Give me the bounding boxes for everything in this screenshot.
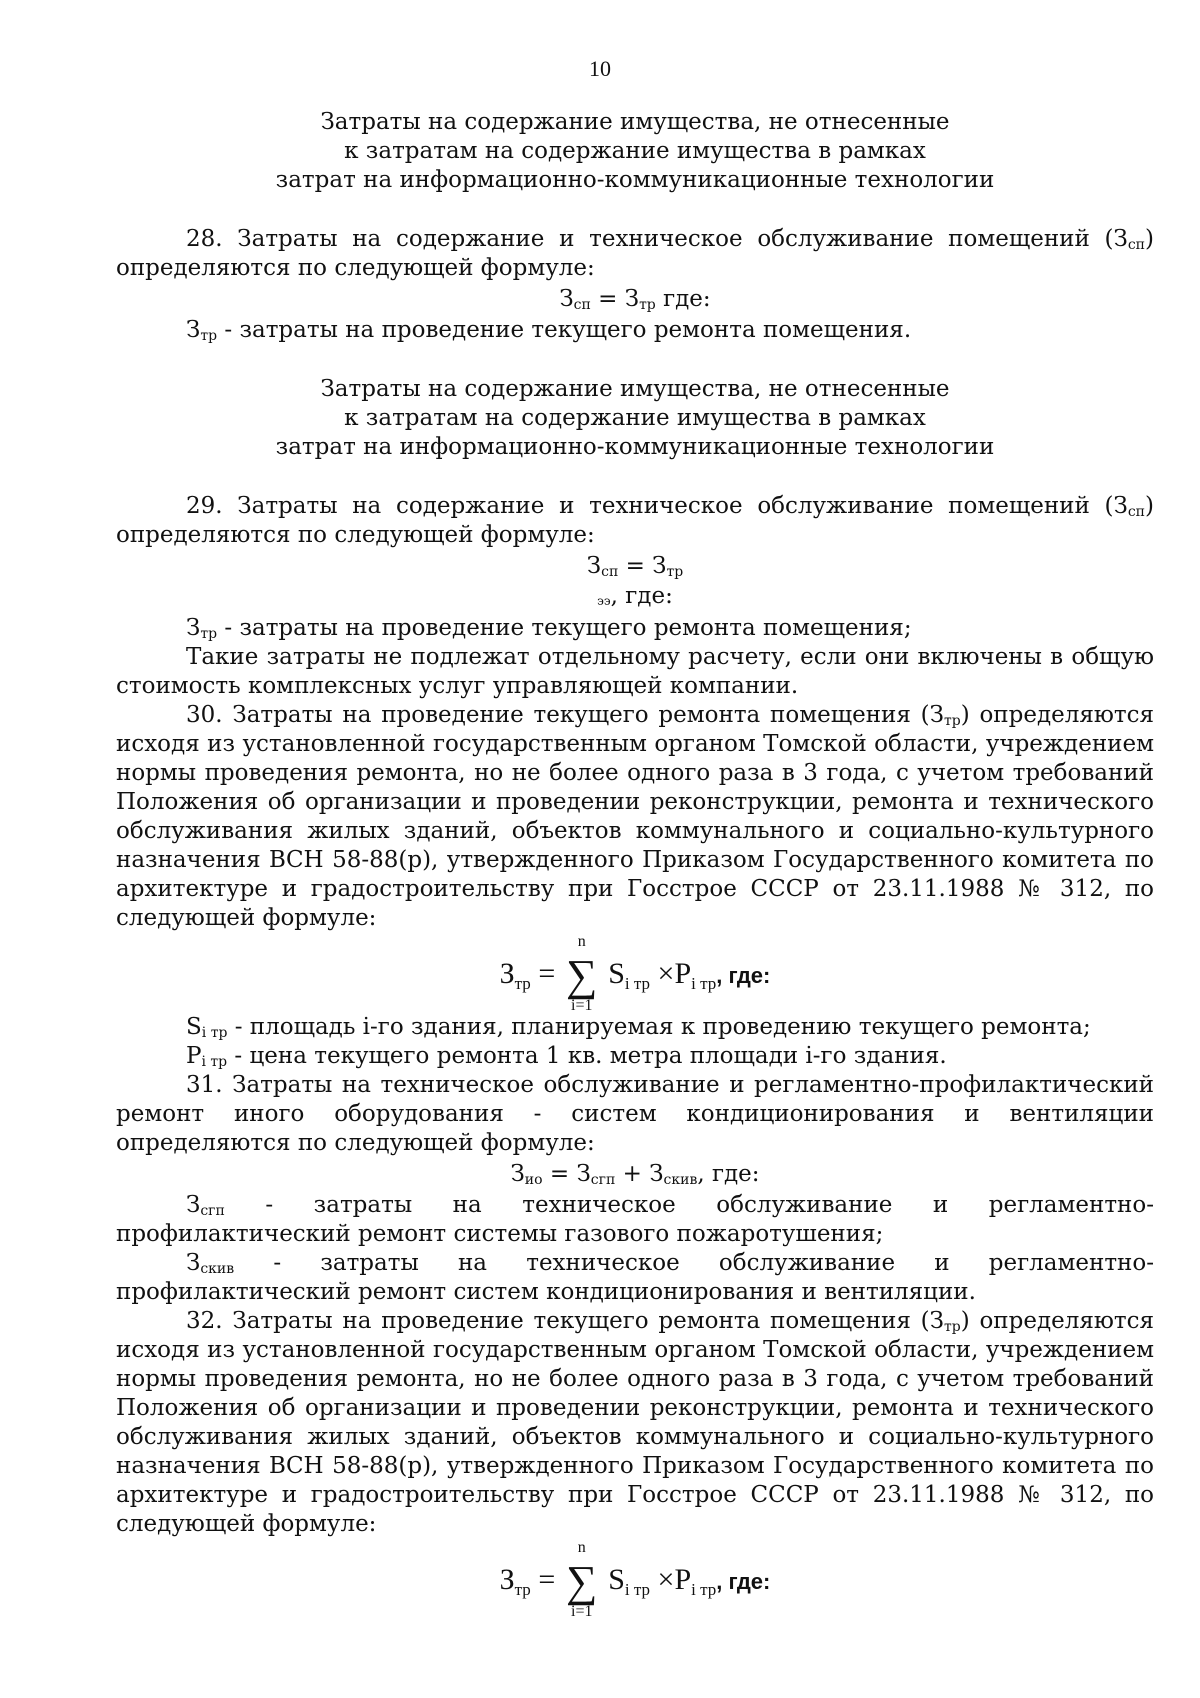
formula-31: $З_{ио} = З_{сгп} + З_{скив}$, где: — [510, 1161, 760, 1188]
formula-28: $З_{сп} = З_{тр}$ где: — [559, 286, 711, 313]
definition-s: $S_{i тр}$ - площадь i-го здания, планируемая к проведению текущего ремонта; — [186, 1014, 1091, 1041]
definition-31a: $З_{сгп}$ - затраты на техническое обслуживание и регламентно-профилактический ремонт системы газового пожаротушения; — [116, 1192, 1154, 1247]
definition-28: $З_{тр}$ - затраты на проведение текущего ремонта помещения. — [186, 317, 912, 344]
heading-line: к затратам на содержание имущества в рамках — [344, 138, 926, 164]
paragraph-30: 30. Затраты на проведение текущего ремонта помещения $(З_{тр})$ определяются исходя из установленной государственным органом Томской области, учреждением нормы проведения ремонта, но не более одного раза в 3 года, с учетом требований Положения об организации и проведении реконструкции, ремонта и технического обслуживания жилых зданий, объектов коммунального и социально-культурного назначения ВСН 58-88(р), утвержденного Приказом Государственного комитета по архитектуре и градостроительству при Госстрое СССР от 23.11.1988 № 312, по следующей формуле: — [116, 702, 1155, 931]
note-29: Такие затраты не подлежат отдельному расчету, если они включены в общую стоимость комплексных услуг управляющей компании. — [116, 644, 1154, 699]
formula-29: $З_{сп} = З_{тр}$ — [586, 553, 684, 580]
heading-line: Затраты на содержание имущества, не отнесенные — [320, 376, 950, 402]
section-heading-2 — [116, 375, 1154, 462]
sum-formula-30: $З_{тр}$ = n ∑ i=1 $S_{i тр} \times P_{i тр}$, где: — [499, 933, 771, 1015]
definition-29: $З_{тр}$ - затраты на проведение текущего ремонта помещения; — [186, 615, 912, 642]
section-heading-1 — [116, 108, 1154, 195]
definition-31b: $З_{скив}$ - затраты на техническое обслуживание и регламентно-профилактический ремонт систем кондиционирования и вентиляции. — [116, 1250, 1154, 1305]
heading-line: Затраты на содержание имущества, не отнесенные — [320, 109, 950, 135]
paragraph-32: 32. Затраты на проведение текущего ремонта помещения $(З_{тр})$ определяются исходя из установленной государственным органом Томской области, учреждением нормы проведения ремонта, но не более одного раза в 3 года, с учетом требований Положения об организации и проведении реконструкции, ремонта и технического обслуживания жилых зданий, объектов коммунального и социально-культурного назначения ВСН 58-88(р), утвержденного Приказом Государственного комитета по архитектуре и градостроительству при Госстрое СССР от 23.11.1988 № 312, по следующей формуле: — [116, 1308, 1155, 1537]
formula-29-suffix: ээ, где: — [597, 583, 673, 609]
definition-p: $P_{i тр}$ - цена текущего ремонта 1 кв. метра площади i-го здания. — [186, 1043, 947, 1070]
paragraph-31: 31. Затраты на техническое обслуживание и регламентно-профилактический ремонт иного оборудования - систем кондиционирования и вентиляции определяются по следующей формуле: — [116, 1072, 1154, 1156]
heading-line: затрат на информационно-коммуникационные технологии — [275, 434, 995, 460]
document-body — [116, 108, 1154, 1619]
sigma-symbol: n ∑ i=1 — [566, 1539, 598, 1621]
paragraph-28: 28. Затраты на содержание и техническое обслуживание помещений $(З_{сп})$ определяются по следующей формуле: — [116, 226, 1154, 281]
paragraph-29: 29. Затраты на содержание и техническое обслуживание помещений $(З_{сп})$ определяются по следующей формуле: — [116, 493, 1154, 548]
heading-line: затрат на информационно-коммуникационные технологии — [275, 167, 995, 193]
heading-line: к затратам на содержание имущества в рамках — [344, 405, 926, 431]
sum-formula-32: $З_{тр}$ = n ∑ i=1 $S_{i тр} \times P_{i тр}$, где: — [499, 1539, 771, 1621]
sigma-symbol: n ∑ i=1 — [566, 933, 598, 1015]
page-number: 10 — [589, 56, 611, 81]
